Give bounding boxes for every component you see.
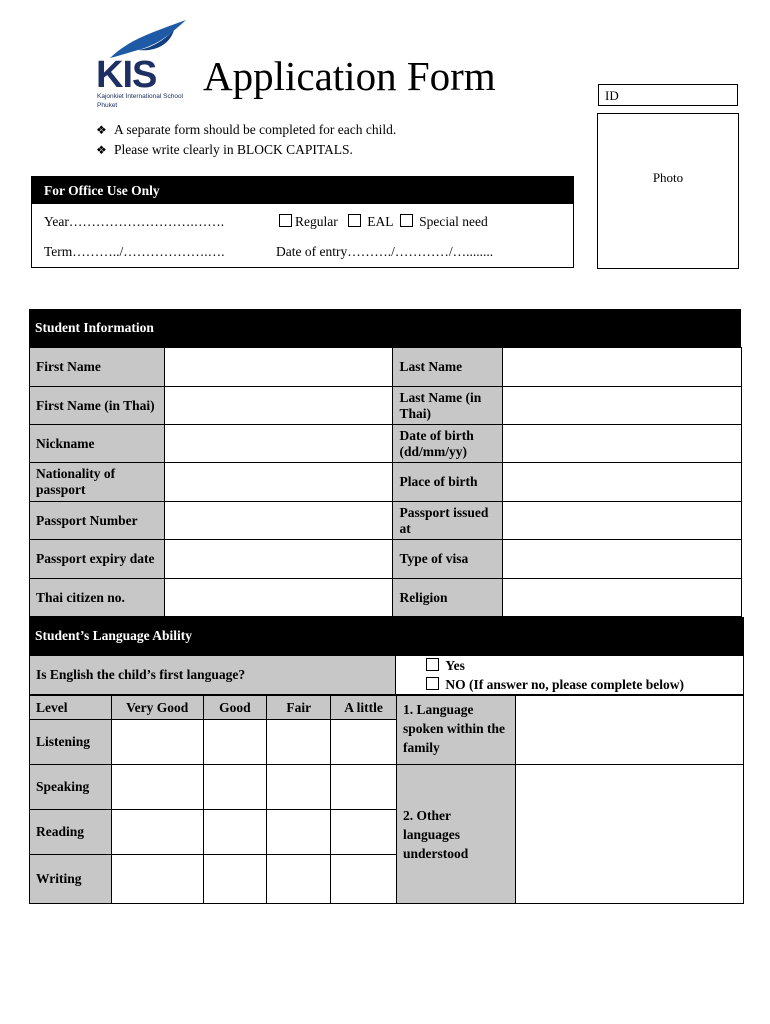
- rating-cell[interactable]: [203, 765, 267, 810]
- page-title: Application Form: [203, 53, 496, 99]
- table-row: Passport Number Passport issued at: [30, 502, 742, 540]
- passport-expiry-input[interactable]: [164, 540, 393, 579]
- last-name-input[interactable]: [503, 348, 742, 387]
- table-row: Level Very Good Good Fair A little: [30, 696, 397, 720]
- other-languages-input[interactable]: [515, 765, 743, 904]
- first-language-question: Is English the child’s first language?: [29, 655, 396, 695]
- eal-checkbox[interactable]: [348, 214, 361, 227]
- year-field[interactable]: Year……………………….…….: [44, 214, 225, 229]
- last-name-thai-input[interactable]: [503, 387, 742, 425]
- photo-box[interactable]: [597, 113, 739, 269]
- table-row: First Name Last Name: [30, 348, 742, 387]
- table-row: Reading: [30, 810, 397, 855]
- rating-cell[interactable]: [267, 720, 331, 765]
- first-name-thai-input[interactable]: [164, 387, 393, 425]
- photo-label: Photo: [652, 170, 684, 185]
- rating-cell[interactable]: [267, 765, 331, 810]
- other-languages-table: [396, 695, 744, 904]
- rating-cell[interactable]: [111, 810, 203, 855]
- place-of-birth-input[interactable]: [503, 463, 742, 502]
- rating-cell[interactable]: [331, 810, 397, 855]
- diamond-bullet-icon: ❖: [96, 143, 107, 157]
- table-row: Listening: [30, 720, 397, 765]
- visa-type-input[interactable]: [503, 540, 742, 579]
- table-row: Speaking: [30, 765, 397, 810]
- rating-cell[interactable]: [203, 855, 267, 904]
- date-of-birth-input[interactable]: [503, 425, 742, 463]
- rating-cell[interactable]: [267, 810, 331, 855]
- rating-cell[interactable]: [331, 855, 397, 904]
- rating-cell[interactable]: [331, 765, 397, 810]
- first-name-input[interactable]: [164, 348, 393, 387]
- thai-citizen-input[interactable]: [164, 579, 393, 617]
- student-info-table: [29, 347, 742, 617]
- office-heading: For Office Use Only: [32, 177, 573, 204]
- table-row: 1. Language spoken within the family: [397, 696, 744, 765]
- term-field[interactable]: Term………../……………….….: [44, 244, 225, 259]
- nationality-input[interactable]: [164, 463, 393, 502]
- table-row: Passport expiry date Type of visa: [30, 540, 742, 579]
- rating-cell[interactable]: [331, 720, 397, 765]
- table-row: Writing: [30, 855, 397, 904]
- office-use-box: [31, 176, 574, 268]
- table-row: Nickname Date of birth (dd/mm/yy): [30, 425, 742, 463]
- language-level-table: [29, 695, 397, 904]
- rating-cell[interactable]: [111, 855, 203, 904]
- family-language-input[interactable]: [515, 696, 743, 765]
- table-row: 2. Other languages understood: [397, 765, 744, 904]
- passport-number-input[interactable]: [164, 502, 393, 540]
- rating-cell[interactable]: [111, 765, 203, 810]
- rating-cell[interactable]: [267, 855, 331, 904]
- id-field[interactable]: ID: [598, 84, 738, 106]
- language-heading: Student’s Language Ability: [29, 617, 744, 655]
- student-info-heading: Student Information: [29, 309, 741, 347]
- special-need-checkbox[interactable]: [400, 214, 413, 227]
- instructions: [96, 120, 396, 160]
- nickname-input[interactable]: [164, 425, 393, 463]
- entry-type-options: Regular EAL Special need: [279, 214, 488, 230]
- yes-checkbox[interactable]: [426, 658, 439, 671]
- no-checkbox[interactable]: [426, 677, 439, 690]
- religion-input[interactable]: [503, 579, 742, 617]
- table-row: Nationality of passport Place of birth: [30, 463, 742, 502]
- passport-issued-input[interactable]: [503, 502, 742, 540]
- instruction-item: ❖ Please write clearly in BLOCK CAPITALS.: [96, 140, 396, 160]
- logo-subtitle: Kajonkiet International School Phuket: [97, 93, 184, 109]
- rating-cell[interactable]: [203, 720, 267, 765]
- table-row: First Name (in Thai) Last Name (in Thai): [30, 387, 742, 425]
- table-row: Thai citizen no. Religion: [30, 579, 742, 617]
- rating-cell[interactable]: [111, 720, 203, 765]
- instruction-item: ❖ A separate form should be completed for each child.: [96, 120, 396, 140]
- first-language-options: Yes NO (If answer no, please complete below): [396, 655, 744, 695]
- rating-cell[interactable]: [203, 810, 267, 855]
- logo-brand: KIS: [96, 54, 157, 96]
- diamond-bullet-icon: ❖: [96, 123, 107, 137]
- date-of-entry-field[interactable]: Date of entry………./…………/…........: [276, 244, 494, 259]
- regular-checkbox[interactable]: [279, 214, 292, 227]
